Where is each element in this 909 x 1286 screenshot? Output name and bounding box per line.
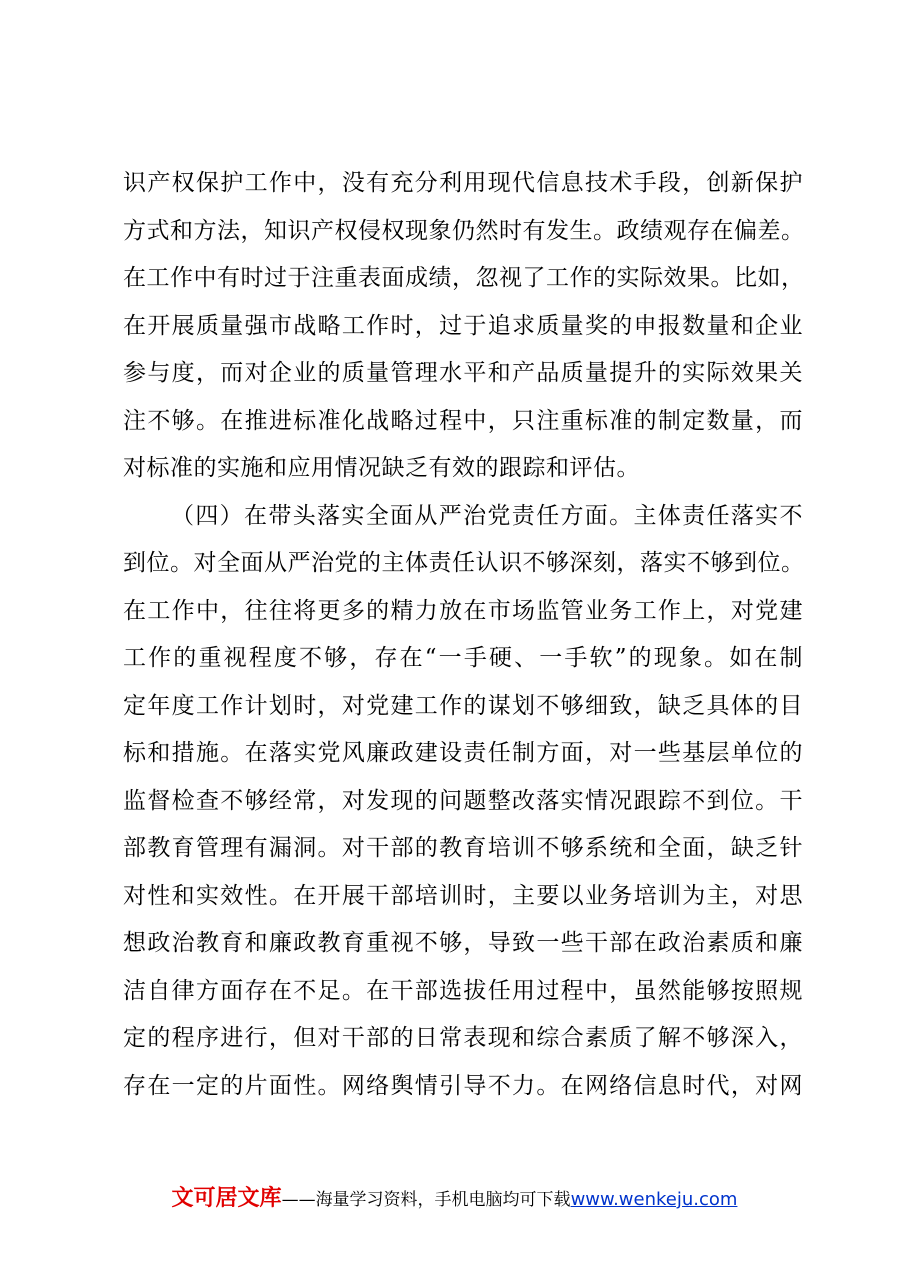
footer-tagline: ——海量学习资料，手机电脑均可下载 bbox=[281, 1190, 571, 1210]
section-heading-line: （四）在带头落实全面从严治党责任方面。主体责任落实不 bbox=[171, 502, 803, 529]
footer-url-link[interactable]: www.wenkeju.com bbox=[570, 1189, 738, 1210]
footer-brand: 文可居文库 bbox=[171, 1186, 282, 1211]
text-line: 方式和方法，知识产权侵权现象仍然时有发生。政绩观存在偏差。 bbox=[123, 217, 805, 244]
paragraph-1 bbox=[123, 160, 803, 493]
text-line: 定年度工作计划时，对党建工作的谋划不够细致，缺乏具体的目 bbox=[123, 692, 803, 719]
text-line: 想政治教育和廉政教育重视不够，导致一些干部在政治素质和廉 bbox=[123, 930, 803, 956]
text-line: 到位。对全面从严治党的主体责任认识不够深刻，落实不够到位。 bbox=[123, 550, 805, 576]
text-line: 识产权保护工作中，没有充分利用现代信息技术手段，创新保护 bbox=[123, 170, 803, 196]
text-line: 监督检查不够经常，对发现的问题整改落实情况跟踪不到位。干 bbox=[123, 787, 803, 814]
body-text bbox=[123, 160, 803, 1110]
text-line: 对性和实效性。在开展干部培训时，主要以业务培训为主，对思 bbox=[123, 882, 803, 909]
text-line: 工作的重视程度不够，存在“一手硬、一手软”的现象。如在制 bbox=[123, 645, 803, 671]
text-line: 注不够。在推进标准化战略过程中，只注重标准的制定数量，而 bbox=[123, 407, 803, 434]
text-line: 部教育管理有漏洞。对干部的教育培训不够系统和全面，缺乏针 bbox=[123, 835, 803, 861]
text-line: 参与度，而对企业的质量管理水平和产品质量提升的实际效果关 bbox=[123, 360, 803, 386]
text-line: 定的程序进行，但对干部的日常表现和综合素质了解不够深入， bbox=[123, 1025, 803, 1051]
paragraph-2 bbox=[123, 493, 803, 1111]
text-line: 标和措施。在落实党风廉政建设责任制方面，对一些基层单位的 bbox=[123, 740, 803, 766]
text-line: 存在一定的片面性。网络舆情引导不力。在网络信息时代，对网 bbox=[123, 1072, 803, 1099]
text-line: 在工作中有时过于注重表面成绩，忽视了工作的实际效果。比如， bbox=[123, 265, 805, 291]
text-line: 在开展质量强市战略工作时，过于追求质量奖的申报数量和企业 bbox=[123, 312, 803, 339]
footer bbox=[0, 1181, 909, 1212]
text-line: 洁自律方面存在不足。在干部选拔任用过程中，虽然能够按照规 bbox=[123, 977, 803, 1004]
text-line: 在工作中，往往将更多的精力放在市场监管业务工作上，对党建 bbox=[123, 597, 803, 624]
text-line: 对标准的实施和应用情况缺乏有效的跟踪和评估。 bbox=[123, 455, 640, 481]
